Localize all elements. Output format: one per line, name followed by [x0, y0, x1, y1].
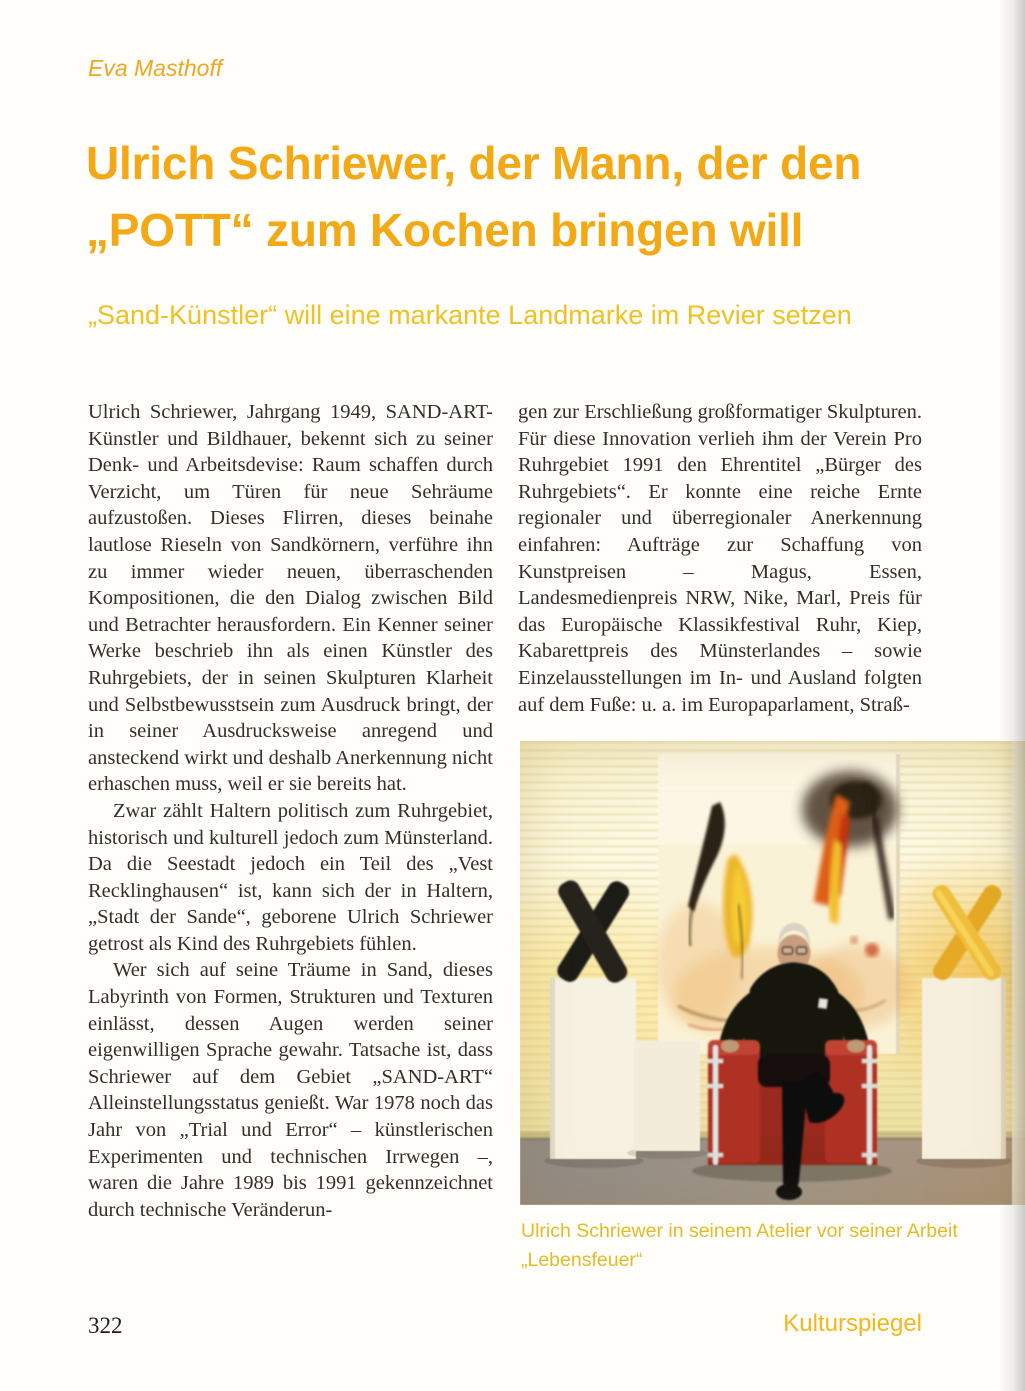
paragraph: Zwar zählt Haltern politisch zum Ruhrgebiet, historisch und kulturell jedoch zum Münsterland. Da die Seestadt jedoch ein Teil des „Vest Recklinghausen“ ist, kann sich der in Haltern, „Stadt der Sande“, geborene Ulrich Schriewer getrost als Kind des Ruhrgebiets fühlen.	[88, 799, 493, 955]
photo-caption	[521, 1217, 991, 1275]
paragraph: Wer sich auf seine Träume in Sand, dieses Labyrinth von Formen, Strukturen und Texturen einlässt, dessen Augen werden seiner eigenwilligen Sprache gewahr. Tatsache ist, dass Schriewer auf dem Gebiet „SAND-ART“ Alleinstellungsstatus genießt. War 1978 noch das Jahr von „Trial und Error“ – künstlerischen Experimenten und technischen Irrwegen –, waren die Jahre 1989 bis 1991 gekennzeichnet durch technische Veränderun-	[88, 959, 493, 1221]
page-number: 322	[88, 1313, 123, 1338]
author-byline: Eva Masthoff	[88, 55, 223, 81]
caption-line-1: Ulrich Schriewer in seinem Atelier vor seiner Arbeit	[521, 1220, 958, 1242]
headline-line-2: „POTT“ zum Kochen bringen will	[86, 204, 804, 256]
body-column-right	[518, 399, 922, 718]
caption-line-2: „Lebensfeuer“	[521, 1249, 643, 1271]
pedestal-right	[916, 978, 1012, 1168]
article-subtitle: „Sand-Künstler“ will eine markante Landmarke im Revier setzen	[88, 300, 852, 330]
body-column-left	[88, 399, 493, 1223]
article-headline	[86, 130, 971, 264]
photo-right-edge-pillar	[1012, 741, 1025, 1205]
atelier-photo-illustration	[520, 741, 1025, 1205]
paragraph: gen zur Erschließung großformatiger Skulpturen. Für diese Innovation verlieh ihm der Verein Pro Ruhrgebiet 1991 den Ehrentitel „Bürger des Ruhrgebiets“. Er konnte eine reiche Ernte regionaler und überregionaler Anerkennung einfahren: Aufträge zur Schaffung von Kunstpreisen – Magus, Essen, Landesmedienpreis NRW, Nike, Marl, Preis für das Europäische Klassikfestival Ruhr, Kiep, Kabarettpreis des Münsterlandes – sowie Einzelausstellungen im In- und Ausland folgten auf dem Fuße: u. a. im Europaparlament, Straß-	[518, 401, 922, 716]
section-label: Kulturspiegel	[783, 1310, 922, 1337]
headline-line-1: Ulrich Schriewer, der Mann, der den	[86, 137, 862, 189]
paragraph: Ulrich Schriewer, Jahrgang 1949, SAND-ART-Künstler und Bildhauer, bekennt sich zu seiner Denk- und Arbeitsdevise: Raum schaffen durch Verzicht, um Türen für neue Sehräume aufzustoßen. Dieses Flirren, dieses beinahe lautlose Rieseln von Sandkörnern, verführe ihn zu immer wieder neuen, überraschenden Kompositionen, die den Dialog zwischen Bild und Betrachter herausfordern. Ein Kenner seiner Werke beschrieb ihn als einen Künstler des Ruhrgebiets, der in seinen Skulpturen Klarheit und Selbstbewusstsein zum Ausdruck bringt, der in seiner Ausdrucksweise anregend und ansteckend wirkt und deshalb Anerkennung nicht erhaschen muss, weil er sie bereits hat.	[88, 401, 493, 796]
atelier-photo	[520, 741, 1025, 1205]
